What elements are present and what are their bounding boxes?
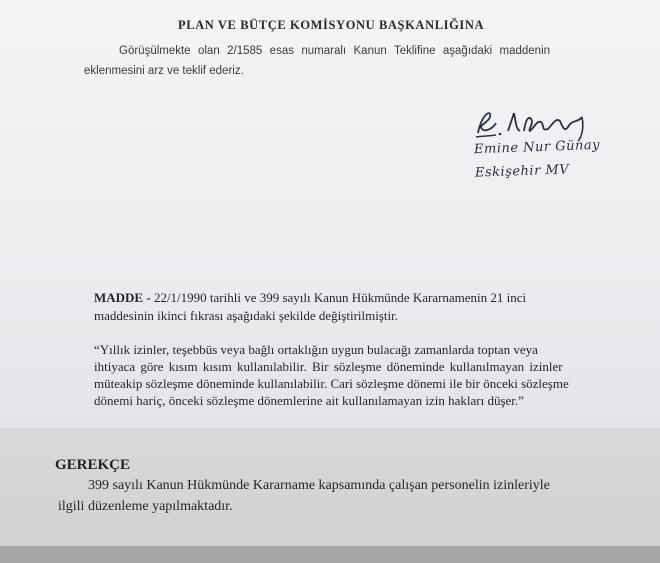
intro-line-2: eklenmesini arz ve teklif ederiz. [84,65,244,77]
quote-line-1: “Yıllık izinler, teşebbüs veya bağlı ortaklığın uygun bulacağı zamanlarda toptan veya [94,342,538,357]
quote-line-4: dönemi hariç, önceki sözleşme dönemlerine ait kullanılamayan izin hakları düşer.” [94,393,524,408]
handwritten-signature [470,103,610,143]
gerekce-heading: GEREKÇE [55,457,131,473]
desk-edge [0,546,660,563]
gerekce-line-2: ilgili düzenleme yapılmaktadır. [58,499,233,514]
quote-line-2: ihtiyaca göre kısım kısım kullanılabilir. Bir sözleşme döneminde kullanılmayan izinler [94,359,563,374]
signer-constituency: Eskişehir MV [474,162,570,181]
madde-line-1 [94,290,526,306]
madde-text-1: 22/1/1990 tarihli ve 399 sayılı Kanun Hükmünde Kararnamenin 21 inci [150,290,527,305]
gerekce-line-1: 399 sayılı Kanun Hükmünde Kararname kapsamında çalışan personelin izinleriyle [88,478,550,493]
madde-label: MADDE - [94,290,151,305]
signer-name: Emine Nur Günay [473,137,601,158]
intro-line-1: Görüşülmekte olan 2/1585 esas numaralı Kanun Teklifine aşağıdaki maddenin [119,45,551,57]
madde-line-2: maddesinin ikinci fıkrası aşağıdaki şekilde değiştirilmiştir. [94,308,399,323]
quote-line-3: müteakip sözleşme döneminde kullanılabilir. Cari sözleşme dönemi ile bir önceki sözleşme [94,376,569,391]
document-title: PLAN VE BÜTÇE KOMİSYONU BAŞKANLIĞINA [178,18,485,32]
